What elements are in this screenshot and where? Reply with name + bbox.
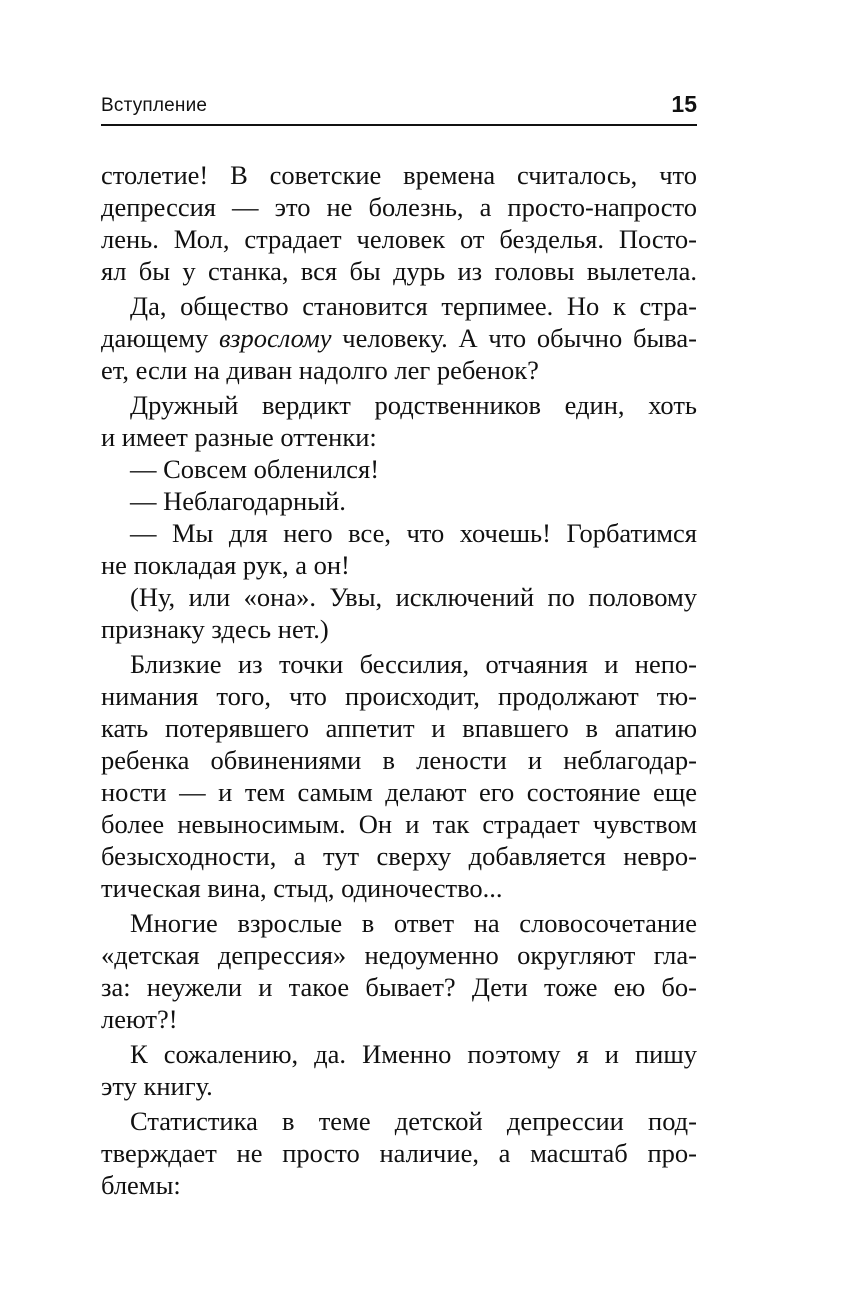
body-text [101,159,697,1201]
text-span: дающему [101,323,219,353]
text-line: тверждает не просто наличие, а масштаб про- [101,1138,697,1168]
text-line: ет, если на диван надолго лег ребенок? [101,355,539,385]
page-header [101,93,697,126]
text-line: (Ну, или «она». Увы, исключений по половому [130,582,697,612]
dialogue-line: — Неблагодарный. [130,486,346,516]
text-line: тическая вина, стыд, одиночество... [101,873,503,903]
text-line: эту книгу. [101,1071,213,1101]
text-line: Многие взрослые в ответ на словосочетание [130,908,697,938]
text-line: блемы: [101,1170,181,1200]
text-line: Статистика в теме детской депрессии под- [130,1106,697,1136]
text-line: признаку здесь нет.) [101,614,329,644]
dialogue-line: — Мы для него все, что хочешь! Горбатимся [130,518,697,548]
text-line: и имеет разные оттенки: [101,422,377,452]
text-line: Дружный вердикт родственников един, хоть [130,390,697,420]
text-line: ности — и тем самым делают его состояние еще [101,777,697,807]
text-line: ребенка обвинениями в лености и неблагодар- [101,745,697,775]
text-line: за: неужели и такое бывает? Дети тоже ею бо- [101,972,697,1002]
text-line: более невыносимым. Он и так страдает чувством [101,809,697,839]
emphasis-word: взрослому [218,323,332,353]
text-line: Да, общество становится терпимее. Но к стра- [130,291,697,321]
text-line: депрессия — это не болезнь, а просто-напросто [101,192,697,222]
text-line: кать потерявшего аппетит и впавшего в апатию [101,713,697,743]
text-line: ял бы у станка, вся бы дурь из головы вылетела. [101,256,697,286]
text-line: безысходности, а тут сверху добавляется невро- [101,841,697,871]
text-line: «детская депрессия» недоуменно округляют гла- [101,940,697,970]
text-span: человеку. А что обычно быва- [331,323,697,353]
text-line [101,322,697,354]
running-head: Вступление [101,95,208,116]
text-line: не покладая рук, а он! [101,550,350,580]
text-line: К сожалению, да. Именно поэтому я и пишу [130,1039,697,1069]
dialogue-line: — Совсем обленился! [130,454,380,484]
text-line: лень. Мол, страдает человек от безделья. Посто- [101,224,697,254]
text-line: Близкие из точки бессилия, отчаяния и непо- [130,649,697,679]
text-line: столетие! В советские времена считалось, что [101,160,697,190]
text-line: леют?! [101,1004,178,1034]
text-line: нимания того, что происходит, продолжают тю- [101,681,697,711]
page-number: 15 [671,91,697,117]
